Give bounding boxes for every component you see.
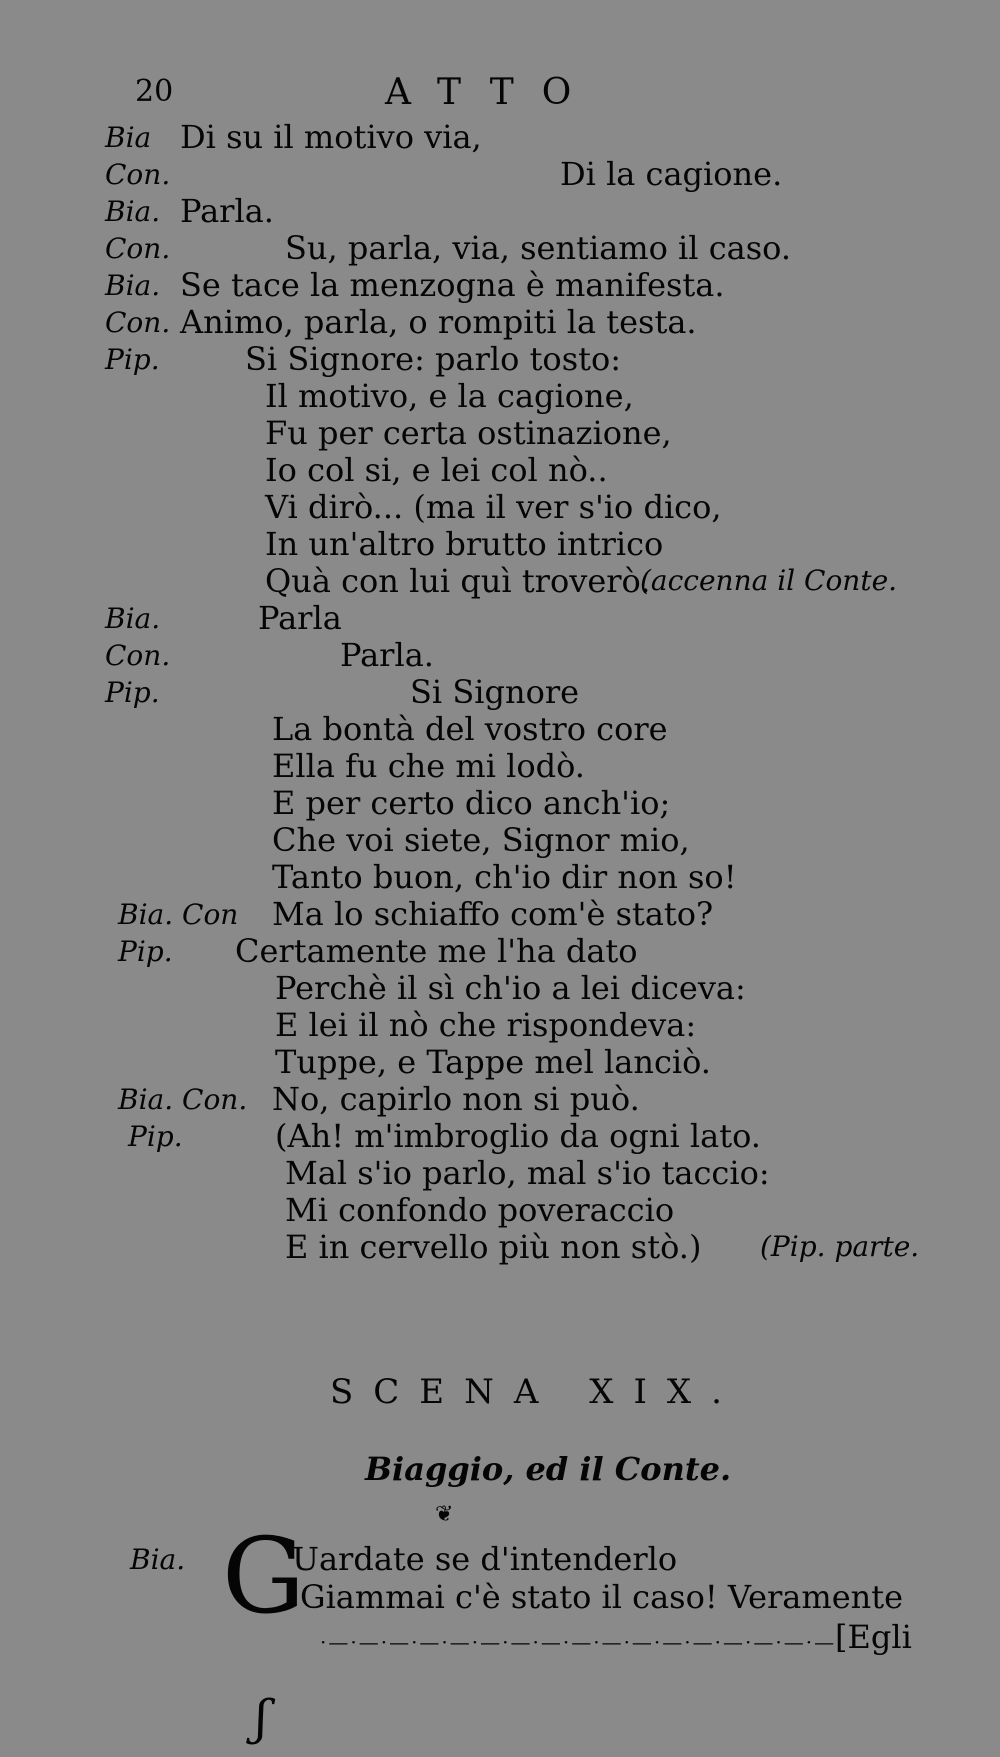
dialogue-line xyxy=(0,155,1000,193)
verse: Che voi siete, Signor mio, xyxy=(272,821,690,859)
dialogue-line xyxy=(0,414,1000,452)
speaker: Bia. xyxy=(105,602,161,635)
dialogue-line xyxy=(0,562,1000,600)
dialogue-line xyxy=(0,932,1000,970)
dialogue-line xyxy=(0,525,1000,563)
verse: Il motivo, e la cagione, xyxy=(265,377,634,415)
act-title: ATTO xyxy=(385,72,600,113)
drop-cap: G xyxy=(222,1515,306,1637)
speaker: Bia. xyxy=(130,1543,186,1576)
dialogue-line xyxy=(0,377,1000,415)
dialogue-line xyxy=(0,1191,1000,1229)
dialogue-line xyxy=(0,969,1000,1007)
scene-title: SCENA XIX. xyxy=(330,1372,742,1412)
dialogue-line xyxy=(0,895,1000,933)
speaker: Con. xyxy=(105,639,171,672)
dialogue-line xyxy=(0,1006,1000,1044)
dialogue-line xyxy=(0,266,1000,304)
verse: No, capirlo non si può. xyxy=(272,1080,640,1118)
dialogue-line xyxy=(0,192,1000,230)
speaker: Bia. Con. xyxy=(118,1083,248,1116)
dialogue-line xyxy=(0,1540,1000,1578)
speaker: Bia. xyxy=(105,269,161,302)
page-number: 20 xyxy=(135,74,174,109)
dialogue-line xyxy=(0,858,1000,896)
verse: Quà con lui quì troverò. xyxy=(265,562,651,600)
speaker: Bia. Con xyxy=(118,898,239,931)
margin-mark: ʃ xyxy=(255,1690,269,1746)
speaker: Bia xyxy=(105,121,152,154)
dialogue-line xyxy=(0,229,1000,267)
verse: Ella fu che mi lodò. xyxy=(272,747,585,785)
verse: Parla xyxy=(258,599,342,637)
verse: Parla. xyxy=(180,192,274,230)
dialogue-line xyxy=(0,1080,1000,1118)
dialogue-line xyxy=(0,1154,1000,1192)
scene-persons: Biaggio, ed il Conte. xyxy=(365,1450,732,1488)
verse: Uardate se d'intenderlo xyxy=(292,1540,678,1578)
dialogue-line xyxy=(0,636,1000,674)
verse: E per certo dico anch'io; xyxy=(272,784,671,822)
verse: Io col si, e lei col nò.. xyxy=(265,451,608,489)
verse: La bontà del vostro core xyxy=(272,710,668,748)
dialogue-line xyxy=(0,710,1000,748)
verse: Vi dirò... (ma il ver s'io dico, xyxy=(265,488,722,526)
page-header xyxy=(0,72,1000,122)
speaker: Pip. xyxy=(105,343,160,376)
dialogue-line xyxy=(0,451,1000,489)
verse: Giammai c'è stato il caso! Veramente xyxy=(300,1578,904,1616)
verse: E lei il nò che rispondeva: xyxy=(275,1006,697,1044)
catchword-ornament: ·—·—·—·—·—·—·—·—·—·—·—·—·—·—·—·—·—· xyxy=(320,1630,845,1654)
dialogue-line xyxy=(0,1043,1000,1081)
verse: Mal s'io parlo, mal s'io taccio: xyxy=(285,1154,770,1192)
verse: E in cervello più non stò.) xyxy=(285,1228,702,1266)
verse: In un'altro brutto intrico xyxy=(265,525,664,563)
verse: Fu per certa ostinazione, xyxy=(265,414,672,452)
verse: Mi confondo poveraccio xyxy=(285,1191,675,1229)
dialogue-line xyxy=(0,488,1000,526)
dialogue-line xyxy=(0,1228,1000,1266)
verse: Su, parla, via, sentiamo il caso. xyxy=(285,229,791,267)
verse: Ma lo schiaffo com'è stato? xyxy=(272,895,714,933)
dialogue-line xyxy=(0,821,1000,859)
speaker: Pip. xyxy=(118,935,173,968)
dialogue-line xyxy=(0,673,1000,711)
verse: Se tace la menzogna è manifesta. xyxy=(180,266,725,304)
verse: Di la cagione. xyxy=(560,155,783,193)
speaker: Bia. xyxy=(105,195,161,228)
catchword-line xyxy=(0,1618,1000,1656)
speaker: Con. xyxy=(105,306,171,339)
stage-direction: (Pip. parte. xyxy=(760,1230,920,1263)
verse: Perchè il sì ch'io a lei diceva: xyxy=(275,969,746,1007)
verse: Certamente me l'ha dato xyxy=(235,932,638,970)
verse: Di su il motivo via, xyxy=(180,118,482,156)
verse: (Ah! m'imbroglio da ogni lato. xyxy=(275,1117,761,1155)
stage-direction: (accenna il Conte. xyxy=(640,564,898,597)
speaker: Con. xyxy=(105,158,171,191)
verse: Tuppe, e Tappe mel lanciò. xyxy=(275,1043,711,1081)
dialogue-line xyxy=(0,340,1000,378)
dialogue-line xyxy=(0,599,1000,637)
fleuron-ornament: ❦ xyxy=(435,1502,454,1527)
dialogue-line xyxy=(0,303,1000,341)
catchword: [Egli xyxy=(835,1618,912,1656)
verse: Animo, parla, o rompiti la testa. xyxy=(180,303,697,341)
dialogue-line xyxy=(0,784,1000,822)
speaker: Pip. xyxy=(128,1120,183,1153)
speaker: Pip. xyxy=(105,676,160,709)
verse: Tanto buon, ch'io dir non so! xyxy=(272,858,737,896)
verse: Si Signore: parlo tosto: xyxy=(245,340,622,378)
dialogue-line xyxy=(0,1578,1000,1616)
dialogue-line xyxy=(0,118,1000,156)
dialogue-line xyxy=(0,1117,1000,1155)
dialogue-line xyxy=(0,747,1000,785)
verse: Parla. xyxy=(340,636,434,674)
speaker: Con. xyxy=(105,232,171,265)
verse: Si Signore xyxy=(410,673,580,711)
